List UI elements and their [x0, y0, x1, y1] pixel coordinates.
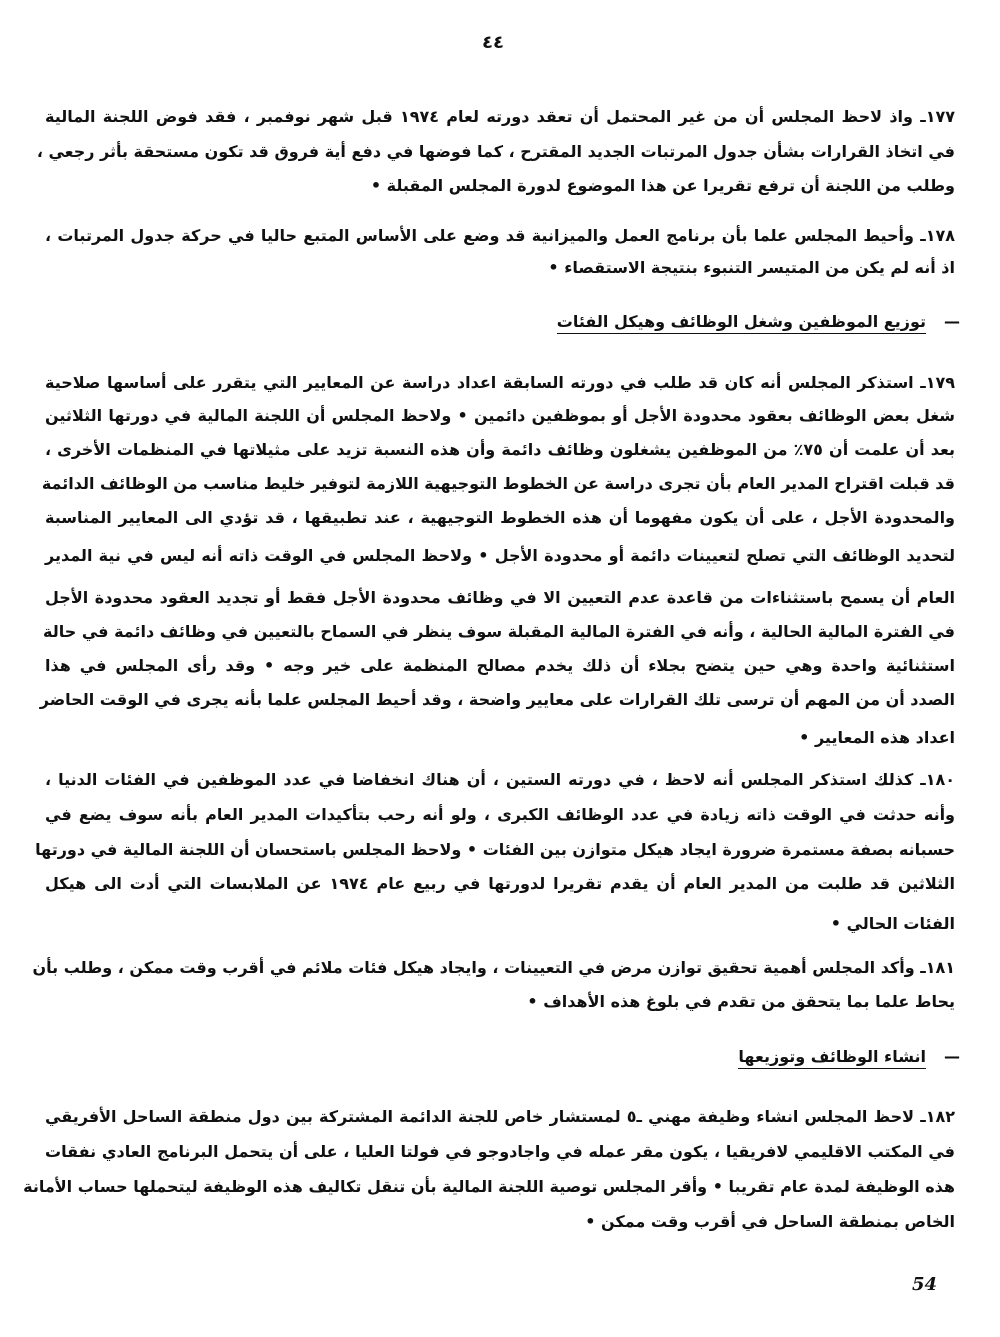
text-line: الخاص بمنطقة الساحل في أقرب وقت ممكن •	[585, 1212, 955, 1231]
footer-page-number: 54	[912, 1274, 938, 1295]
heading-dash: —	[944, 312, 960, 331]
text-line: وأنه حدثت في الوقت ذاته زيادة في عدد الوظائف الكبرى ، ولو أنه رحب بتأكيدات المدير العام بأنه سوف يضع في	[45, 805, 955, 824]
text-line: بعد أن علمت أن ٧٥٪ من الموظفين يشغلون وظائف دائمة وأن هذه النسبة تزيد على مثيلاتها في المنظمات الأخرى ،	[45, 440, 956, 459]
text-line: هذه الوظيفة لمدة عام تقريبا • وأقر المجلس توصية اللجنة المالية بأن تنقل تكاليف هذه الوظيفة ليتحملها حساب الأمانة	[23, 1177, 955, 1196]
text-line: قد قبلت اقتراح المدير العام بأن تجرى دراسة عن الخطوط التوجيهية اللازمة لتوفير خليط مناسب من الوظائف الدائمة	[41, 474, 955, 493]
text-line: في المكتب الاقليمي لافريقيا ، يكون مقر عمله في واجادوجو في فولتا العليا ، على أن يتحمل البرنامج العادي نفقات	[45, 1142, 955, 1161]
text-line: ١٨٢ـ لاحظ المجلس انشاء وظيفة مهني ـ٥ لمستشار خاص للجنة الدائمة المشتركة بين دول منطقة الساحل الأفريقي	[45, 1107, 955, 1126]
text-line: ١٧٩ـ استذكر المجلس أنه كان قد طلب في دورته السابقة اعداد دراسة عن المعايير التي يتقرر على أساسها صلاحية	[45, 373, 955, 392]
text-line: يحاط علما بما يتحقق من تقدم في بلوغ هذه الأهداف •	[527, 992, 955, 1011]
header-page-number: ٤٤	[482, 32, 504, 53]
text-line: والمحدودة الأجل ، على أن يكون مفهوما أن هذه الخطوط التوجيهية ، عند تطبيقها ، قد تؤدي الى المعايير المناسبة	[45, 508, 955, 527]
section-heading	[738, 1046, 960, 1068]
text-line: الصدد أن من المهم أن ترسى تلك القرارات على معايير واضحة ، وقد أحيط المجلس علما بأنه يجرى في الوقت الحاضر	[39, 690, 955, 709]
heading-text: انشاء الوظائف وتوزيعها	[738, 1047, 926, 1069]
text-line: شغل بعض الوظائف بعقود محدودة الأجل أو بموظفين دائمين • ولاحظ المجلس أن اللجنة المالية في دورتها الثلاثين	[45, 406, 955, 425]
heading-text: توزيع الموظفين وشغل الوظائف وهيكل الفئات	[557, 312, 926, 334]
text-line: حسبانه بصفة مستمرة ضرورة ايجاد هيكل متوازن بين الفئات • ولاحظ المجلس باستحسان أن اللجنة المالية في دورتها	[35, 840, 955, 859]
text-line: العام أن يسمح باستثناءات من قاعدة عدم التعيين الا في وظائف محدودة الأجل فقط أو تجديد العقود محدودة الأجل	[45, 588, 955, 607]
text-line: الثلاثين قد طلبت من المدير العام أن يقدم تقريرا لدورتها في ربيع عام ١٩٧٤ عن الملابسات التي أدت الى هيكل	[45, 874, 956, 893]
text-line: استثنائية واحدة وهي حين يتضح بجلاء أن ذلك يخدم مصالح المنظمة على خير وجه • وقد رأى المجلس في هذا	[45, 656, 955, 675]
text-line: اعداد هذه المعايير •	[799, 728, 955, 747]
text-line: ١٧٧ـ واذ لاحظ المجلس أن من غير المحتمل أن تعقد دورته لعام ١٩٧٤ قبل شهر نوفمبر ، فقد فوض اللجنة المالية	[45, 107, 955, 126]
text-line: وطلب من اللجنة أن ترفع تقريرا عن هذا الموضوع لدورة المجلس المقبلة •	[370, 176, 955, 195]
text-line: في الفترة المالية الحالية ، وأنه في الفترة المالية المقبلة سوف ينظر في السماح بالتعيين في وظائف دائمة في حالة	[43, 622, 955, 641]
text-line: الفئات الحالي •	[830, 914, 955, 933]
text-line: لتحديد الوظائف التي تصلح لتعيينات دائمة أو محدودة الأجل • ولاحظ المجلس في الوقت ذاته أنه ليس في نية المدير	[45, 546, 955, 565]
heading-dash: —	[944, 1047, 960, 1066]
text-line: ١٧٨ـ وأحيط المجلس علما بأن برنامج العمل والميزانية قد وضع على الأساس المتبع حاليا في حركة جدول المرتبات ،	[45, 226, 955, 245]
text-line: في اتخاذ القرارات بشأن جدول المرتبات الجديد المقترح ، كما فوضها في دفع أية فروق قد تكون مستحقة بأثر رجعي ،	[36, 142, 955, 161]
section-heading	[557, 311, 960, 333]
text-line: ١٨١ـ وأكد المجلس أهمية تحقيق توازن مرض في التعيينات ، وايجاد هيكل فئات ملائم في أقرب وقت ممكن ، وطلب بأن	[32, 958, 955, 977]
text-line: اذ أنه لم يكن من المتيسر التنبوء بنتيجة الاستقصاء •	[548, 258, 955, 277]
text-line: ١٨٠ـ كذلك استذكر المجلس أنه لاحظ ، في دورته الستين ، أن هناك انخفاضا في عدد الموظفين في الفئات الدنيا ،	[45, 770, 955, 789]
